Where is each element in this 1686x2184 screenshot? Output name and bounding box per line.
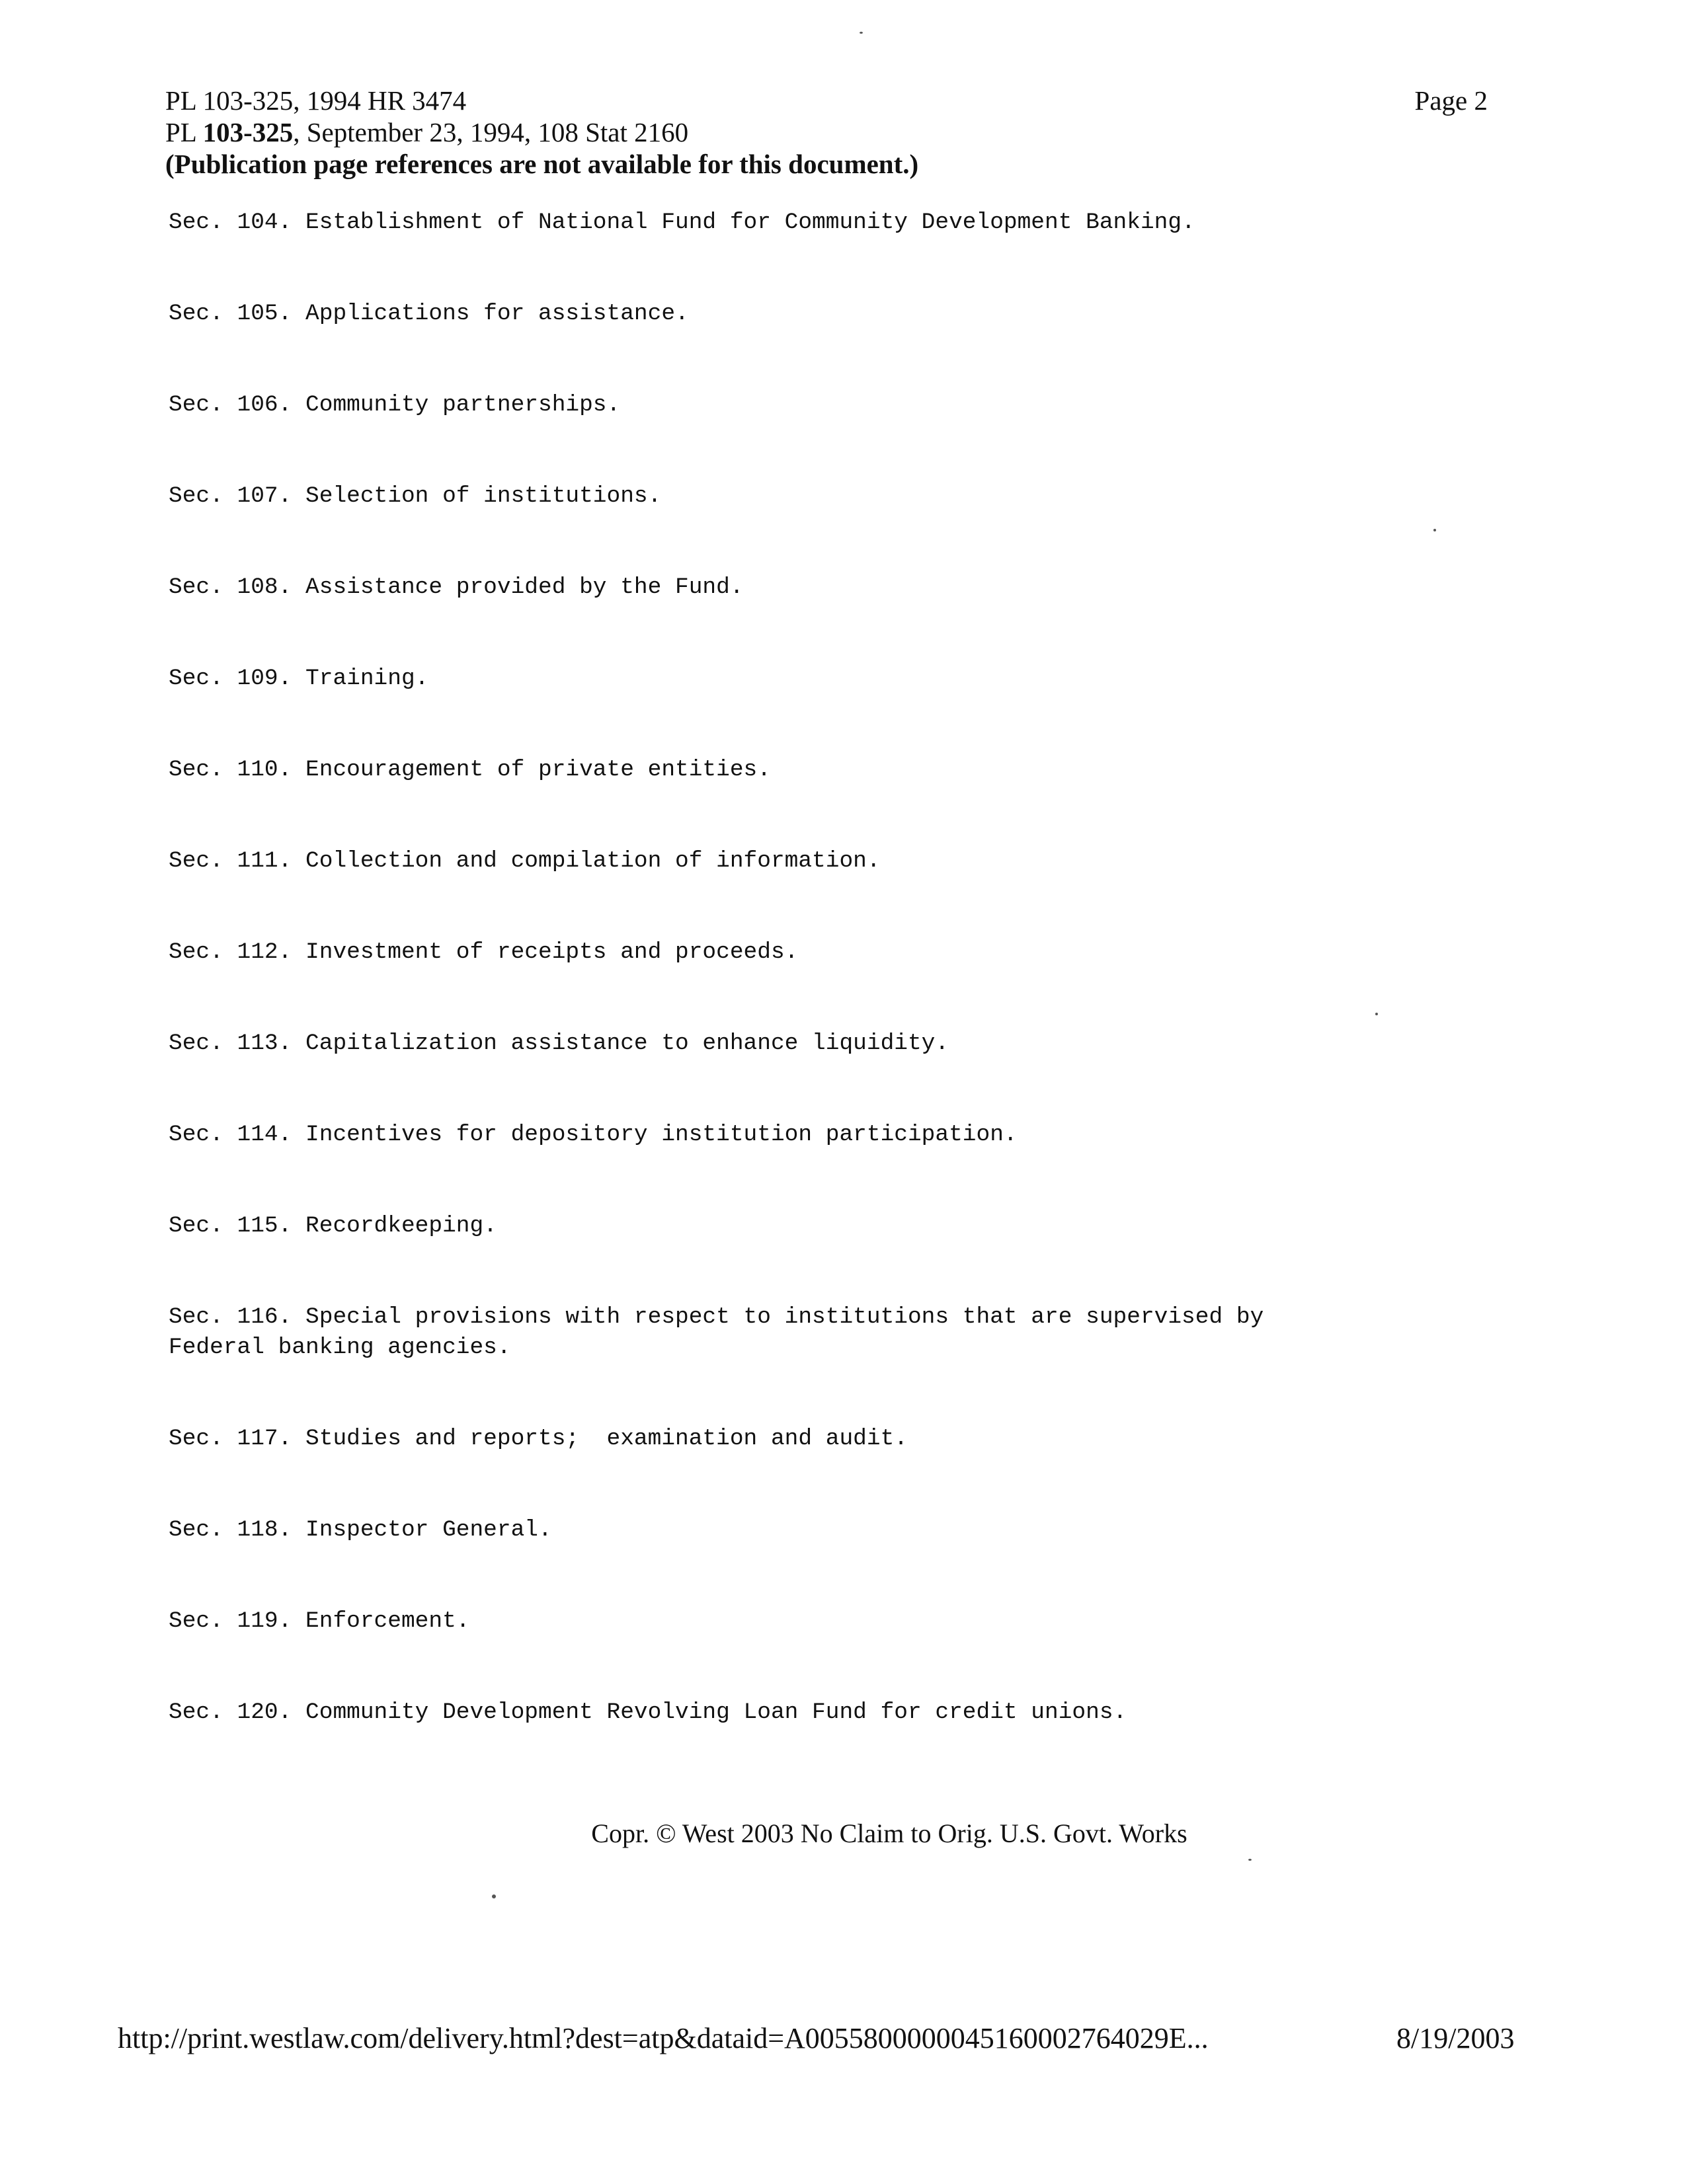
header-date-prefix: PL <box>165 117 203 147</box>
header-publication-note: (Publication page references are not available for this document.) <box>165 149 919 179</box>
header-date-suffix: , September 23, 1994, 108 Stat 2160 <box>293 117 689 147</box>
scan-speck <box>1248 1859 1252 1861</box>
section-entry: Sec. 117. Studies and reports; examination and audit. <box>169 1426 908 1452</box>
section-entry: Sec. 104. Establishment of National Fund for Community Development Banking. <box>169 210 1195 235</box>
scan-speck <box>860 32 863 34</box>
section-entry: Sec. 106. Community partnerships. <box>169 392 621 418</box>
section-entry: Sec. 110. Encouragement of private entities. <box>169 757 771 783</box>
section-entry: Sec. 113. Capitalization assistance to enhance liquidity. <box>169 1031 949 1056</box>
document-header <box>165 85 1521 180</box>
section-entry: Sec. 112. Investment of receipts and proceeds. <box>169 939 799 965</box>
scan-speck <box>1433 529 1436 531</box>
section-entry: Sec. 120. Community Development Revolving Loan Fund for credit unions. <box>169 1699 1127 1725</box>
section-entry: Sec. 115. Recordkeeping. <box>169 1213 497 1239</box>
header-public-law-number: 103-325 <box>202 117 294 147</box>
section-entry: Sec. 107. Selection of institutions. <box>169 483 662 509</box>
scan-speck <box>492 1894 496 1898</box>
footer-date: 8/19/2003 <box>1396 2022 1515 2054</box>
section-entry: Sec. 118. Inspector General. <box>169 1517 552 1543</box>
header-citation-line: PL 103-325, 1994 HR 3474 <box>165 85 467 116</box>
scan-speck <box>1375 1013 1378 1015</box>
section-entry: Sec. 114. Incentives for depository institution participation. <box>169 1122 1018 1148</box>
header-date-line <box>165 116 1521 148</box>
footer-url: http://print.westlaw.com/delivery.html?dest=atp&dataid=A0055800000045160002764029E... <box>118 2022 1209 2054</box>
section-entry: Sec. 119. Enforcement. <box>169 1608 470 1634</box>
section-entry: Sec. 116. Special provisions with respect to institutions that are supervised by Federal banking agencies. <box>169 1304 1264 1360</box>
section-entry: Sec. 105. Applications for assistance. <box>169 301 689 327</box>
section-entry: Sec. 111. Collection and compilation of information. <box>169 848 881 874</box>
page-number: Page 2 <box>1414 85 1488 116</box>
copyright-notice: Copr. © West 2003 No Claim to Orig. U.S. Govt. Works <box>591 1818 1187 1848</box>
section-entry: Sec. 109. Training. <box>169 666 429 691</box>
section-entry: Sec. 108. Assistance provided by the Fund. <box>169 574 744 600</box>
